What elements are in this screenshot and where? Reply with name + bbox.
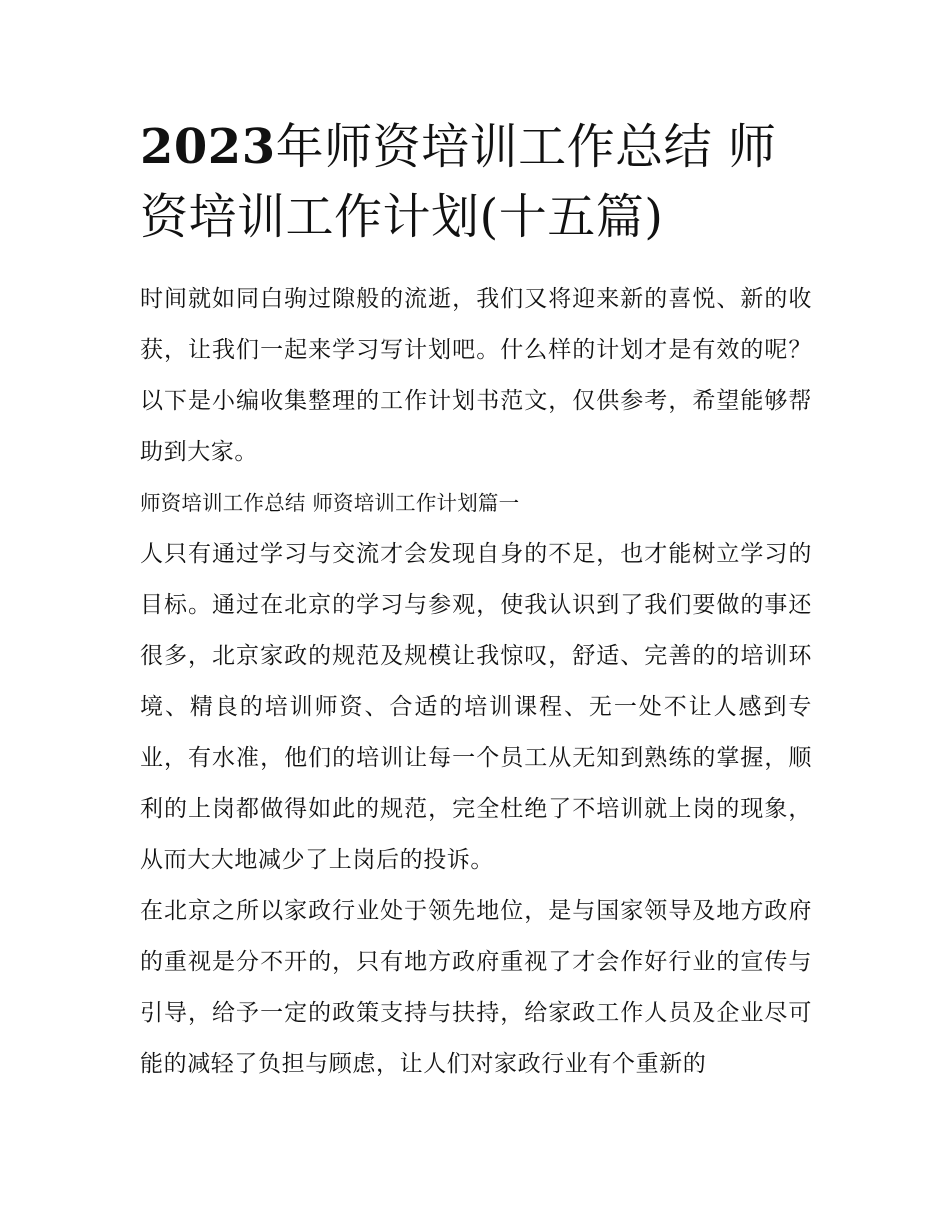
body-paragraph-2: 在北京之所以家政行业处于领先地位，是与国家领导及地方政府的重视是分不开的，只有地方政府重视了才会作好行业的宣传与引导，给予一定的政策支持与扶持，给家政工作人员及企业尽可能的减轻了负担与顾虑，让人们对家政行业有个重新的 xyxy=(140,898,812,1077)
section-heading: 师资培训工作总结 师资培训工作计划篇一 xyxy=(140,491,520,515)
title-year: 2023 xyxy=(140,119,276,175)
document-title xyxy=(140,112,812,252)
document-content xyxy=(140,112,812,1090)
intro-paragraph: 时间就如同白驹过隙般的流逝，我们又将迎来新的喜悦、新的收获，让我们一起来学习写计划吧。什么样的计划才是有效的呢？以下是小编收集整理的工作计划书范文，仅供参考，希望能够帮助到大家。 xyxy=(140,286,812,465)
document-body xyxy=(140,274,812,1090)
title-text: 年师资培训工作总结 师资培训工作计划(十五篇) xyxy=(140,119,777,245)
body-paragraph-1: 人只有通过学习与交流才会发现自身的不足，也才能树立学习的目标。通过在北京的学习与参观，使我认识到了我们要做的事还很多，北京家政的规范及规模让我惊叹，舒适、完善的的培训环境、精良的培训师资、合适的培训课程、无一处不让人感到专业，有水准，他们的培训让每一个员工从无知到熟练的掌握，顺利的上岗都做得如此的规范，完全杜绝了不培训就上岗的现象，从而大大地减少了上岗后的投诉。 xyxy=(140,541,812,873)
